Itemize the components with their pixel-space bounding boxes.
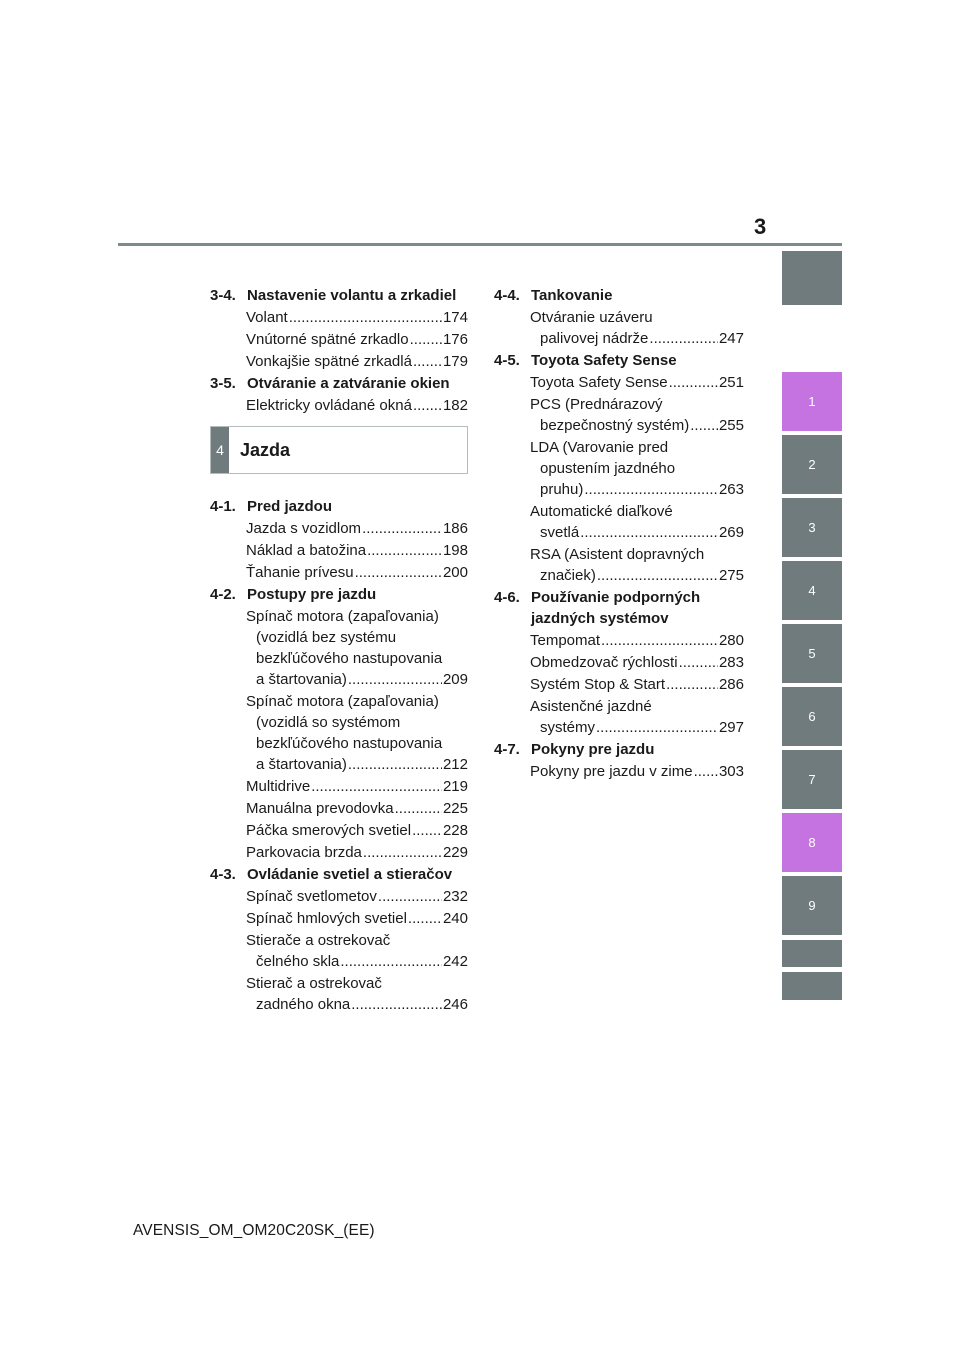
toc-entry-line — [530, 544, 744, 565]
toc-entry-line — [246, 351, 468, 372]
toc-page-number: 198 — [442, 542, 468, 559]
section-title: Tankovanie — [531, 287, 613, 304]
toc-entry-line — [530, 522, 744, 543]
dot-leader — [601, 630, 718, 651]
toc-entry[interactable] — [494, 544, 744, 586]
toc-entry[interactable] — [210, 606, 468, 690]
toc-entry-line — [530, 479, 744, 500]
dot-leader — [597, 565, 718, 586]
section-number: 3-4. — [210, 287, 236, 304]
toc-entry-line — [530, 437, 744, 458]
side-tab-label: 7 — [808, 772, 816, 787]
toc-page-number: 228 — [442, 822, 468, 839]
toc-section-heading — [210, 373, 468, 394]
dot-leader — [289, 307, 442, 328]
section-title: Postupy pre jazdu — [247, 586, 377, 603]
toc-entry-text: Stierač a ostrekovač — [246, 975, 382, 992]
toc-entry-line — [246, 669, 468, 690]
section-number: 4-5. — [494, 352, 520, 369]
toc-entry[interactable] — [210, 908, 468, 929]
toc-entry-text: Páčka smerových svetiel — [246, 822, 412, 839]
dot-leader — [348, 754, 442, 775]
toc-entry-text: Toyota Safety Sense — [530, 374, 668, 391]
toc-entry[interactable] — [494, 674, 744, 695]
toc-entry-line — [530, 458, 744, 479]
toc-entry-line — [246, 562, 468, 583]
side-tab-2[interactable] — [782, 435, 842, 494]
toc-entry-text: Asistenčné jazdné — [530, 698, 652, 715]
toc-entry[interactable] — [494, 394, 744, 436]
toc-entry-text: (vozidlá bez systému — [256, 629, 397, 646]
toc-page-number: 176 — [442, 331, 468, 348]
dot-leader — [596, 717, 718, 738]
toc-entry-line — [246, 973, 468, 994]
toc-entry-text: bezkľúčového nastupovania — [256, 735, 443, 752]
toc-entry-line — [246, 606, 468, 627]
dot-leader — [363, 842, 442, 863]
toc-entry[interactable] — [210, 351, 468, 372]
section-number: 4-3. — [210, 866, 236, 883]
toc-entry-text: zadného okna — [256, 996, 351, 1013]
toc-entry-text: Obmedzovač rýchlosti — [530, 654, 678, 671]
toc-entry[interactable] — [494, 696, 744, 738]
toc-entry-text: Automatické diaľkové — [530, 503, 673, 520]
toc-section-heading — [494, 739, 744, 760]
toc-entry-line — [246, 994, 468, 1015]
dot-leader — [412, 820, 442, 841]
chapter-heading-box[interactable] — [210, 426, 468, 474]
dot-leader — [649, 328, 718, 349]
toc-section-heading — [494, 587, 744, 629]
section-number: 4-2. — [210, 586, 236, 603]
toc-entry-line — [530, 328, 744, 349]
side-tab-1[interactable] — [782, 372, 842, 431]
section-number: 4-6. — [494, 589, 520, 606]
dot-leader — [690, 415, 718, 436]
dot-leader — [378, 886, 442, 907]
toc-entry-text: Vnútorné spätné zrkadlo — [246, 331, 409, 348]
toc-entry-text: značiek) — [540, 567, 596, 584]
dot-leader — [362, 518, 442, 539]
side-tab-blank-1[interactable] — [782, 940, 842, 967]
toc-entry[interactable] — [210, 842, 468, 863]
toc-page-number: 303 — [718, 763, 744, 780]
side-tab-7[interactable] — [782, 750, 842, 809]
toc-entry-line — [530, 394, 744, 415]
toc-entry[interactable] — [210, 973, 468, 1015]
toc-entry-text: Spínač motora (zapaľovania) — [246, 693, 439, 710]
side-tab-6[interactable] — [782, 687, 842, 746]
dot-leader — [413, 351, 442, 372]
toc-entry-text: čelného skla — [256, 953, 340, 970]
toc-entry-line — [246, 908, 468, 929]
toc-section-heading — [210, 285, 468, 306]
toc-entry-line — [246, 842, 468, 863]
toc-entry-text: Spínač hmlových svetiel — [246, 910, 407, 927]
section-title: Pokyny pre jazdu — [531, 741, 655, 758]
toc-entry-line — [246, 540, 468, 561]
section-number: 4-7. — [494, 741, 520, 758]
toc-entry[interactable] — [494, 630, 744, 651]
side-tab-blank-2[interactable] — [782, 972, 842, 1000]
toc-entry-line — [530, 696, 744, 717]
toc-entry-text: Vonkajšie spätné zrkadlá — [246, 353, 412, 370]
side-tab-5[interactable] — [782, 624, 842, 683]
side-tab-blank-top[interactable] — [782, 251, 842, 305]
dot-leader — [351, 994, 442, 1015]
toc-page-number: 246 — [442, 996, 468, 1013]
toc-page-number: 269 — [718, 524, 744, 541]
toc-page-number: 225 — [442, 800, 468, 817]
dot-leader — [669, 372, 718, 393]
toc-entry-text: a štartovania) — [256, 756, 347, 773]
section-title: Otváranie a zatváranie okien — [247, 375, 450, 392]
toc-entry-line — [530, 674, 744, 695]
toc-entry-line — [246, 329, 468, 350]
toc-page-number: 247 — [718, 330, 744, 347]
toc-page-number: 242 — [442, 953, 468, 970]
toc-entry-text: RSA (Asistent dopravných — [530, 546, 705, 563]
section-number: 4-4. — [494, 287, 520, 304]
toc-entry-line — [530, 565, 744, 586]
toc-section-heading — [210, 864, 468, 885]
side-tab-3[interactable] — [782, 498, 842, 557]
toc-entry-line — [246, 886, 468, 907]
dot-leader — [679, 652, 718, 673]
toc-entry-line — [530, 372, 744, 393]
toc-entry[interactable] — [210, 776, 468, 797]
side-tab-label: 6 — [808, 709, 816, 724]
dot-leader — [584, 479, 718, 500]
toc-page-number: 179 — [442, 353, 468, 370]
toc-page-number: 283 — [718, 654, 744, 671]
toc-entry-text: Ťahanie prívesu — [246, 564, 354, 581]
toc-entry-line — [246, 820, 468, 841]
toc-entry-line — [246, 754, 468, 775]
toc-left-column — [210, 285, 468, 1016]
toc-entry[interactable] — [210, 886, 468, 907]
toc-entry-line — [246, 798, 468, 819]
toc-page-number: 229 — [442, 844, 468, 861]
toc-entry-text: Stierače a ostrekovač — [246, 932, 391, 949]
section-title: Toyota Safety Sense — [531, 352, 677, 369]
chapter-title: Jazda — [240, 439, 291, 460]
header-rule — [118, 243, 842, 246]
toc-entry-line — [246, 691, 468, 712]
toc-entry[interactable] — [210, 540, 468, 561]
toc-page-number: 275 — [718, 567, 744, 584]
dot-leader — [395, 798, 442, 819]
toc-entry-line — [246, 627, 468, 648]
toc-entry[interactable] — [494, 652, 744, 673]
toc-entry-text: opustením jazdného — [540, 460, 676, 477]
toc-entry[interactable] — [210, 329, 468, 350]
toc-entry-line — [246, 307, 468, 328]
toc-entry[interactable] — [210, 562, 468, 583]
toc-entry[interactable] — [210, 930, 468, 972]
toc-entry[interactable] — [494, 501, 744, 543]
toc-entry-text: Náklad a batožina — [246, 542, 367, 559]
toc-page-number: 212 — [442, 756, 468, 773]
toc-entry-text: svetlá — [540, 524, 580, 541]
page-number: 3 — [754, 214, 767, 239]
toc-entry-line — [246, 776, 468, 797]
toc-entry[interactable] — [494, 372, 744, 393]
dot-leader — [410, 329, 442, 350]
toc-entry-text: pruhu) — [540, 481, 584, 498]
side-tab-label: 8 — [808, 835, 816, 850]
toc-entry-text: Volant — [246, 309, 288, 326]
toc-entry-line — [246, 518, 468, 539]
dot-leader — [348, 669, 442, 690]
toc-section-heading — [494, 350, 744, 371]
dot-leader — [413, 395, 442, 416]
section-title: Ovládanie svetiel a stieračov — [247, 866, 453, 883]
toc-page-number: 200 — [442, 564, 468, 581]
toc-entry-line — [246, 733, 468, 754]
toc-right-column — [494, 285, 744, 783]
toc-entry[interactable] — [210, 691, 468, 775]
toc-entry-line — [530, 652, 744, 673]
dot-leader — [355, 562, 442, 583]
toc-entry-text: palivovej nádrže — [540, 330, 649, 347]
section-number: 3-5. — [210, 375, 236, 392]
toc-entry-line — [246, 951, 468, 972]
side-tab-label: 5 — [808, 646, 816, 661]
toc-entry-text: Spínač svetlometov — [246, 888, 377, 905]
dot-leader — [311, 776, 442, 797]
toc-page-number: 251 — [718, 374, 744, 391]
toc-entry[interactable] — [494, 307, 744, 349]
toc-page-number: 263 — [718, 481, 744, 498]
toc-entry[interactable] — [210, 307, 468, 328]
toc-page-number: 186 — [442, 520, 468, 537]
toc-entry-line — [246, 930, 468, 951]
toc-entry[interactable] — [210, 518, 468, 539]
toc-entry-text: systémy — [540, 719, 596, 736]
toc-page-number: 232 — [442, 888, 468, 905]
dot-leader — [367, 540, 442, 561]
side-tab-label: 2 — [808, 457, 816, 472]
toc-entry-line — [530, 717, 744, 738]
section-title: Nastavenie volantu a zrkadiel — [247, 287, 457, 304]
toc-entry-text: Elektricky ovládané okná — [246, 397, 412, 414]
dot-leader — [666, 674, 718, 695]
dot-leader — [580, 522, 718, 543]
toc-entry-text: Multidrive — [246, 778, 311, 795]
toc-section-heading — [210, 584, 468, 605]
toc-entry[interactable] — [210, 798, 468, 819]
toc-page-number: 174 — [442, 309, 468, 326]
toc-entry-text: Jazda s vozidlom — [246, 520, 362, 537]
side-tab-label: 3 — [808, 520, 816, 535]
toc-page-number: 255 — [718, 417, 744, 434]
toc-entry-text: Spínač motora (zapaľovania) — [246, 608, 439, 625]
toc-entry-text: bezpečnostný systém) — [540, 417, 690, 434]
toc-entry[interactable] — [210, 395, 468, 416]
toc-entry-line — [530, 307, 744, 328]
toc-entry-line — [530, 501, 744, 522]
toc-section-heading — [494, 285, 744, 306]
chapter-number-tab: 4 — [211, 427, 229, 473]
toc-page-number: 240 — [442, 910, 468, 927]
toc-page-number: 209 — [442, 671, 468, 688]
toc-page-number: 297 — [718, 719, 744, 736]
toc-entry-line — [530, 415, 744, 436]
toc-entry-text: a štartovania) — [256, 671, 347, 688]
toc-entry-text: (vozidlá so systémom — [256, 714, 401, 731]
toc-entry[interactable] — [210, 820, 468, 841]
side-tab-label: 9 — [808, 898, 816, 913]
side-tab-4[interactable] — [782, 561, 842, 620]
dot-leader — [340, 951, 442, 972]
toc-entry-text: Otváranie uzáveru — [530, 309, 653, 326]
side-tab-9[interactable] — [782, 876, 842, 935]
toc-entry-text: LDA (Varovanie pred — [530, 439, 669, 456]
toc-entry[interactable] — [494, 437, 744, 500]
toc-section-heading — [210, 496, 468, 517]
side-tab-label: 1 — [808, 394, 816, 409]
toc-page-number: 219 — [442, 778, 468, 795]
section-title: Pred jazdou — [247, 498, 333, 515]
toc-entry-text: Systém Stop & Start — [530, 676, 666, 693]
dot-leader — [408, 908, 442, 929]
section-title: Používanie podporných jazdných systémov — [531, 589, 701, 627]
toc-entry-text: bezkľúčového nastupovania — [256, 650, 443, 667]
toc-entry-text: Pokyny pre jazdu v zime — [530, 763, 693, 780]
toc-page-number: 280 — [718, 632, 744, 649]
section-number: 4-1. — [210, 498, 236, 515]
toc-page-number: 182 — [442, 397, 468, 414]
toc-entry-line — [530, 630, 744, 651]
toc-entry-text: Tempomat — [530, 632, 601, 649]
toc-entry-text: PCS (Prednárazový — [530, 396, 663, 413]
toc-entry-line — [530, 761, 744, 782]
toc-page-number: 286 — [718, 676, 744, 693]
toc-entry[interactable] — [494, 761, 744, 782]
toc-entry-line — [246, 648, 468, 669]
toc-entry-line — [246, 712, 468, 733]
dot-leader — [694, 761, 718, 782]
toc-entry-text: Manuálna prevodovka — [246, 800, 394, 817]
side-tab-8[interactable] — [782, 813, 842, 872]
toc-entry-text: Parkovacia brzda — [246, 844, 362, 861]
side-tab-label: 4 — [808, 583, 816, 598]
footer-document-code: AVENSIS_OM_OM20C20SK_(EE) — [133, 1222, 375, 1239]
toc-entry-line — [246, 395, 468, 416]
